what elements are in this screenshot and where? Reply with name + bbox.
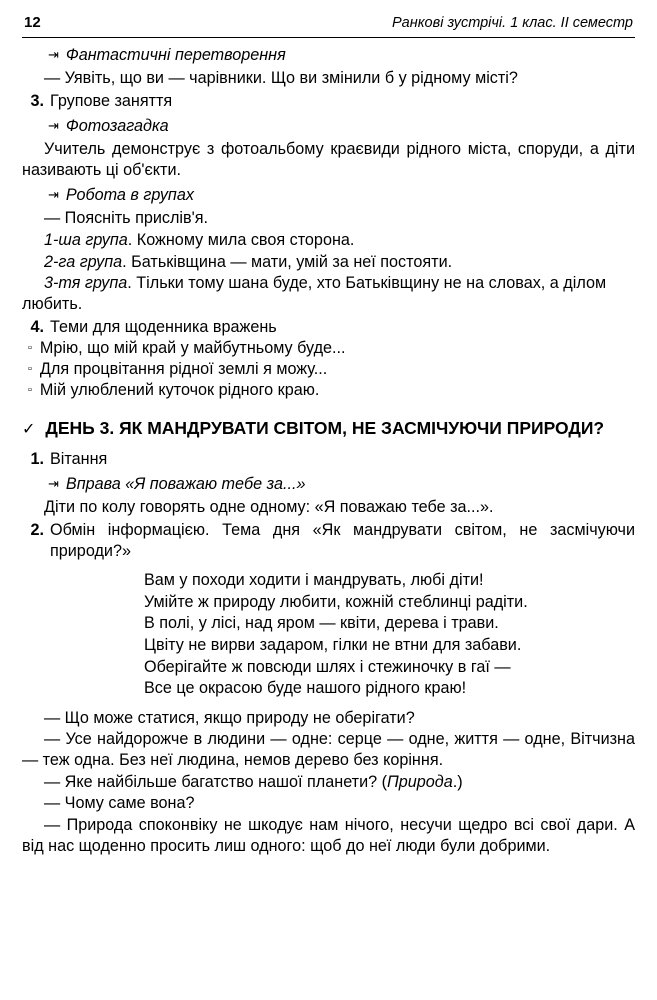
nature-question-italic: Природа [387, 772, 453, 791]
poem-line: В полі, у лісі, над яром — квіти, дерева і трави. [144, 614, 499, 633]
list-item-4 [22, 317, 635, 338]
bullet-item [22, 359, 635, 380]
day-list-item-2-label: Обмін інформацією. Тема дня «Як мандрувати світом, не засмічуючи природи?» [50, 521, 635, 561]
list-item-3-label: Групове заняття [50, 92, 173, 111]
group-1-label: 1-ша група [44, 231, 128, 249]
paragraph-explain-proverbs: — Поясніть прислів'я. [44, 209, 208, 228]
poem-line: Вам у походи ходити і мандрувать, любі діти! [144, 571, 484, 590]
running-title: Ранкові зустрічі. 1 клас. ІІ семестр [392, 15, 633, 31]
group-3-text: . Тільки тому шана буде, хто Батьківщину не на словах, а ділом любить. [22, 274, 607, 314]
group-1-line [22, 230, 635, 251]
square-bullet-icon: ▫ [28, 384, 32, 397]
section-heading-fantastic [22, 45, 635, 66]
paragraph-exercise: Діти по колу говорять одне одному: «Я поважаю тебе за...». [44, 498, 494, 517]
page-number: 12 [24, 14, 41, 31]
group-3-label: 3-тя група [44, 274, 128, 293]
list-item-3-number: 3. [30, 92, 44, 111]
bullet-item-label: Мій улюблений куточок рідного краю. [39, 381, 320, 400]
section-heading-label: Робота в групах [65, 186, 194, 205]
section-heading-exercise [22, 474, 635, 495]
day-list-item-2-number: 2. [30, 521, 44, 540]
day-list-item-1-label: Вітання [50, 450, 108, 469]
poem-line: Цвіту не вирви задаром, гілки не втни для забави. [144, 635, 522, 654]
check-icon: ✓ [22, 420, 36, 438]
page-header [22, 14, 635, 37]
paragraph-fantastic-question: — Уявіть, що ви — чарівники. Що ви змінили б у рідному місті? [44, 69, 518, 88]
dialogue-line-2: — Усе найдорожче в людини — одне: серце — одне, життя — одне, Вітчизна — теж одна. Без неї людина, немов дерево без коріння. [22, 730, 635, 770]
section-heading-label: Вправа «Я поважаю тебе за...» [65, 475, 306, 494]
day-heading [22, 418, 635, 440]
group-3-line [22, 273, 635, 315]
poem-line: Оберігайте ж повсюди шлях і стежиночку в гаї — [144, 657, 511, 676]
poem-line: Умійте ж природу любити, кожній стеблинці радіти. [144, 592, 528, 611]
nature-question-suffix: .) [452, 772, 463, 791]
poem-line: Все це окрасою буде нашого рідного краю! [144, 679, 467, 698]
bullet-item-label: Для процвітання рідної землі я можу... [39, 360, 328, 379]
square-bullet-icon: ▫ [28, 363, 32, 376]
list-item-4-label: Теми для щоденника вражень [50, 318, 277, 337]
dialogue-line-1: — Що може статися, якщо природу не оберігати? [44, 708, 415, 727]
bullet-item-label: Мрію, що мій край у майбутньому буде... [39, 339, 346, 358]
group-2-text: . Батьківщина — мати, умій за неї постояти. [122, 252, 453, 271]
square-bullet-icon: ▫ [28, 342, 32, 355]
dialogue-line-nature-question [22, 772, 635, 793]
paragraph-photoriddle: Учитель демонструє з фотоальбому краєвиди рідного міста, споруди, а діти називають ці об'єкти. [22, 140, 635, 180]
bullet-item [22, 338, 635, 359]
arrow-icon: ⇥ [48, 118, 59, 134]
arrow-icon: ⇥ [48, 47, 59, 62]
group-2-label: 2-га група [44, 252, 123, 271]
section-heading-label: Фантастичні перетворення [65, 46, 286, 64]
arrow-icon: ⇥ [48, 187, 59, 203]
day-list-item-1-number: 1. [30, 450, 44, 469]
nature-question-prefix: — Яке найбільше багатство нашої планети? ( [44, 772, 388, 791]
group-2-line [22, 252, 635, 273]
header-divider [22, 37, 635, 38]
page-content [22, 45, 635, 857]
section-heading-photoriddle [22, 116, 635, 137]
section-heading-label: Фотозагадка [65, 117, 169, 136]
day-list-item-1 [22, 449, 635, 470]
poem-block [22, 570, 635, 699]
day-heading-label: ДЕНЬ 3. ЯК МАНДРУВАТИ СВІТОМ, НЕ ЗАСМІЧУЮЧИ ПРИРОДИ? [45, 417, 605, 438]
dialogue-line-4: — Природа споконвіку не шкодує нам нічого, несучи щедро всі свої дари. А від нас щоденно просить лиш одного: щоб до неї люди були добрими. [22, 815, 635, 855]
section-heading-groupwork [22, 185, 635, 206]
arrow-icon: ⇥ [48, 476, 59, 492]
list-item-4-number: 4. [30, 318, 44, 337]
dialogue-line-3: — Чому саме вона? [44, 794, 195, 813]
day-list-item-2 [22, 520, 635, 562]
list-item-3 [22, 91, 635, 112]
bullet-item [22, 380, 635, 401]
group-1-text: . Кожному мила своя сторона. [127, 231, 355, 249]
